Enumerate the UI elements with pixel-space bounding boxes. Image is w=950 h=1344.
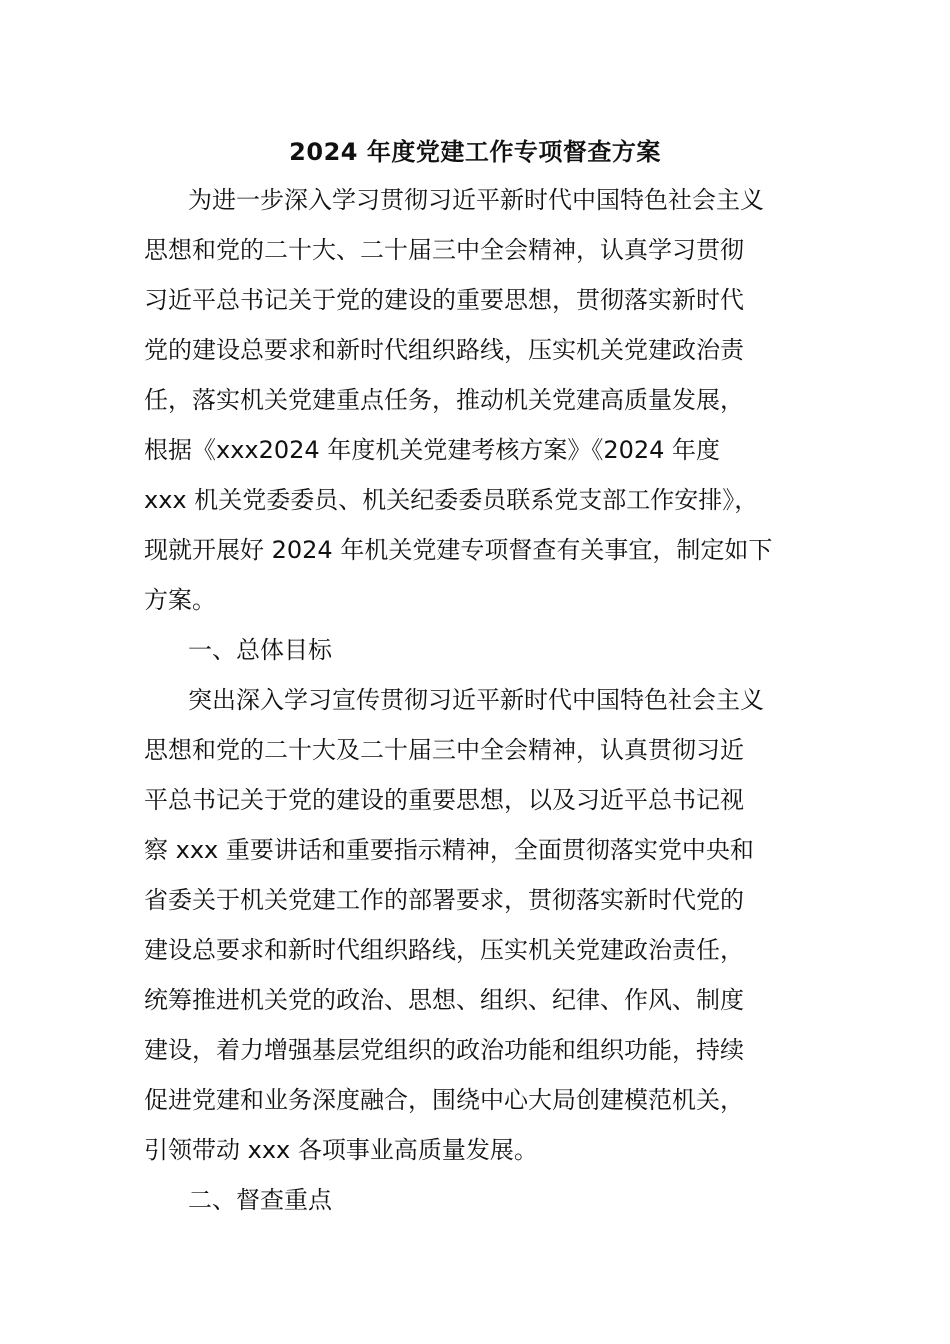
paragraph-2-line-6: 建设总要求和新时代组织路线，压实机关党建政治责任， — [144, 936, 744, 964]
paragraph-1-line-4: 党的建设总要求和新时代组织路线，压实机关党建政治责 — [144, 336, 744, 364]
paragraph-1-line-3: 习近平总书记关于党的建设的重要思想，贯彻落实新时代 — [144, 286, 744, 314]
paragraph-1-line-7: xxx 机关党委委员、机关纪委委员联系党支部工作安排》， — [144, 486, 759, 514]
paragraph-2-line-4: 察 xxx 重要讲话和重要指示精神，全面贯彻落实党中央和 — [144, 836, 754, 864]
paragraph-2-line-7: 统筹推进机关党的政治、思想、组织、纪律、作风、制度 — [144, 986, 744, 1014]
paragraph-1-line-6: 根据《xxx2024 年度机关党建考核方案》《2024 年度 — [144, 436, 721, 464]
paragraph-1-line-9: 方案。 — [144, 586, 216, 614]
paragraph-1-line-1: 为进一步深入学习贯彻习近平新时代中国特色社会主义 — [188, 186, 764, 214]
paragraph-1-line-8: 现就开展好 2024 年机关党建专项督查有关事宜，制定如下 — [144, 536, 773, 564]
paragraph-2-line-10: 引领带动 xxx 各项事业高质量发展。 — [144, 1136, 538, 1164]
section-heading-2: 二、督查重点 — [188, 1186, 332, 1214]
paragraph-2-line-9: 促进党建和业务深度融合，围绕中心大局创建模范机关， — [144, 1086, 744, 1114]
paragraph-2-line-2: 思想和党的二十大及二十届三中全会精神，认真贯彻习近 — [144, 736, 744, 764]
paragraph-2-line-3: 平总书记关于党的建设的重要思想，以及习近平总书记视 — [144, 786, 744, 814]
paragraph-1-line-5: 任，落实机关党建重点任务，推动机关党建高质量发展， — [144, 386, 744, 414]
paragraph-1-line-2: 思想和党的二十大、二十届三中全会精神，认真学习贯彻 — [144, 236, 744, 264]
paragraph-2-line-5: 省委关于机关党建工作的部署要求，贯彻落实新时代党的 — [144, 886, 744, 914]
section-heading-1: 一、总体目标 — [188, 636, 332, 664]
document-title: 2024 年度党建工作专项督查方案 — [289, 138, 661, 166]
paragraph-2-line-1: 突出深入学习宣传贯彻习近平新时代中国特色社会主义 — [188, 686, 764, 714]
paragraph-2-line-8: 建设，着力增强基层党组织的政治功能和组织功能，持续 — [144, 1036, 744, 1064]
